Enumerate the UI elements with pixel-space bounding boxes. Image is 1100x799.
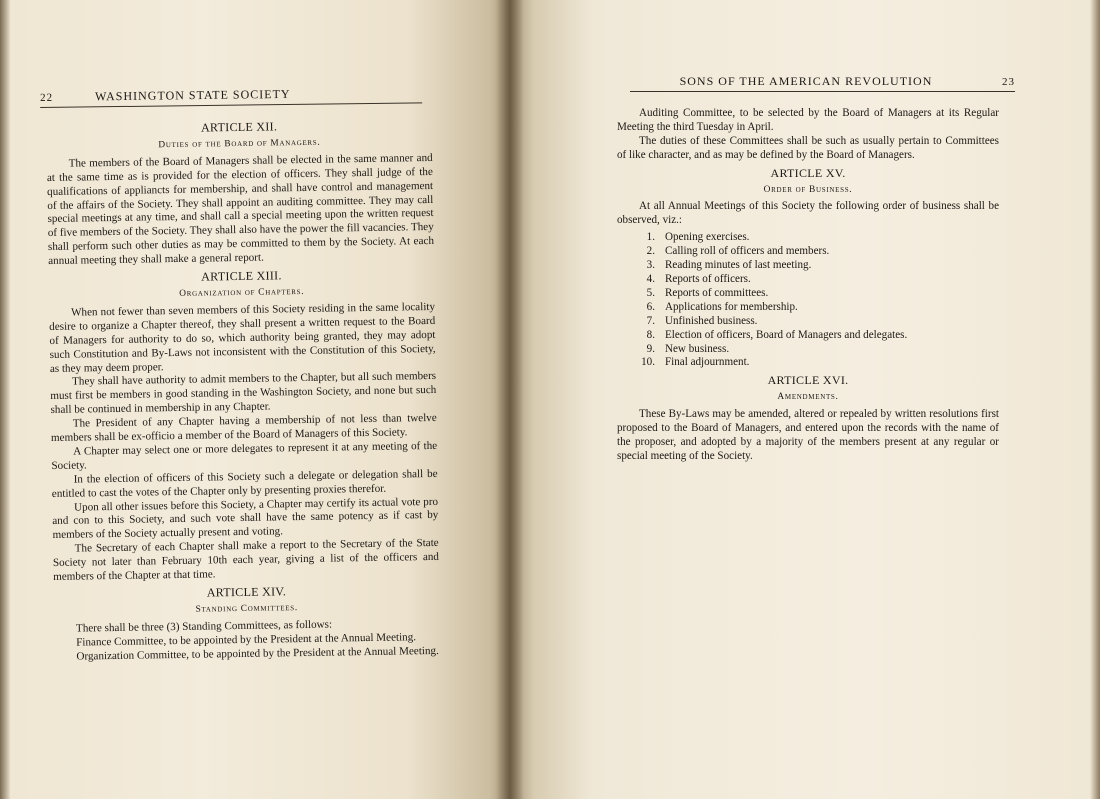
list-item	[617, 329, 999, 343]
article-13-paragraph: The President of any Chapter having a membership of not less than twelve members shall be ex-officio a member of the Board of Managers of this Society.	[50, 412, 437, 444]
list-item-number: 9.	[646, 342, 655, 355]
article-14-subheading: Standing Committees.	[195, 603, 298, 615]
article-15-intro: At all Annual Meetings of this Society the following order of business shall be observed, viz.:	[617, 200, 999, 227]
article-13-paragraph: In the election of officers of this Society such a delegate or delegation shall be entitled to cast the votes of the Chapter only by presenting proxies therefor.	[51, 467, 438, 500]
book-gutter-shadow	[496, 0, 524, 799]
list-item-text: New business.	[665, 342, 730, 355]
page-edge-left	[0, 0, 10, 799]
article-14-heading: ARTICLE XIV.	[206, 584, 287, 600]
article-14-paragraph: There shall be three (3) Standing Committees, as follows:	[75, 618, 333, 635]
list-item-number: 2.	[646, 245, 655, 258]
article-13-paragraph: They shall have authority to admit members to the Chapter, but all such members must first be members in good standing in the Washington Society, and none but such shall be continued in membership in any Chapter.	[50, 370, 437, 417]
article-13-paragraph: The Secretary of each Chapter shall make a report to the Secretary of the State Society not later than February 10th each year, giving a list of the officers and members of the Chapter at that time.	[52, 537, 440, 584]
article-15-heading: ARTICLE XV.	[770, 165, 846, 180]
list-item-text: Calling roll of officers and members.	[665, 245, 830, 258]
list-item-text: Opening exercises.	[665, 231, 750, 244]
list-item-text: Reports of committees.	[665, 286, 769, 299]
article-14-paragraph: Finance Committee, to be appointed by the President at the Annual Meeting.	[76, 630, 417, 649]
list-item	[617, 259, 999, 273]
article-14-paragraph: Organization Committee, to be appointed by the President at the Annual Meeting.	[76, 644, 439, 663]
page-edge-right	[1090, 0, 1100, 799]
list-item-number: 1.	[646, 231, 655, 244]
list-item	[617, 273, 999, 287]
continuation-paragraph: The duties of these Committees shall be such as usually pertain to Committees of like character, and as may be defined by the Board of Managers.	[617, 134, 999, 161]
list-item	[617, 287, 999, 301]
left-page-number: 22	[40, 91, 54, 104]
continuation-paragraph: Auditing Committee, to be selected by the Board of Managers at its Regular Meeting the third Tuesday in April.	[617, 107, 999, 133]
list-item-text: Election of officers, Board of Managers and delegates.	[665, 328, 908, 341]
list-item	[617, 245, 999, 259]
article-13-subheading: Organization of Chapters.	[179, 286, 305, 299]
article-12-heading: ARTICLE XII.	[200, 119, 278, 135]
list-item-number: 3.	[646, 259, 655, 272]
article-16-paragraph: These By-Laws may be amended, altered or repealed by written resolutions first proposed to the Board of Managers, and entered upon the records with the name of the proposer, and adopted by a majority of the members present at any regular or special meeting of the Society.	[617, 408, 999, 462]
article-12-subheading: Duties of the Board of Managers.	[158, 137, 321, 151]
article-12-paragraph: The members of the Board of Managers shall be elected in the same manner and at the same time as is provided for the election of officers. They shall judge of the qualifications of appliancts for membership, and shall have control and management of the affairs of the Society. They shall appoint an auditing committee. They may call special meetings at any time, and shall call a special meeting upon the written request of five members of the Society. They shall also have the power the fill vacancies. They shall perform such other duties as may be committed to them by the Society. At each annual meeting they shall make a general report.	[46, 151, 435, 268]
left-page	[0, 0, 510, 799]
right-page-number: 23	[1002, 76, 1015, 88]
left-text-block	[46, 114, 441, 665]
left-running-head	[40, 85, 422, 108]
article-13-heading: ARTICLE XIII.	[201, 268, 282, 284]
right-page	[510, 0, 1100, 799]
list-item-text: Unfinished business.	[665, 314, 758, 327]
list-item	[617, 315, 999, 329]
list-item-text: Reports of officers.	[665, 272, 751, 285]
order-of-business-list	[617, 231, 999, 370]
list-item-number: 8.	[646, 328, 655, 341]
right-running-head	[630, 74, 1015, 92]
article-16-heading: ARTICLE XVI.	[767, 373, 849, 388]
list-item-number: 4.	[646, 272, 655, 285]
list-item	[617, 301, 999, 315]
list-item-number: 7.	[646, 314, 655, 327]
article-13-paragraph: When not fewer than seven members of this Society residing in the same locality desire to organize a Chapter thereof, they shall present a written request to the Board of Managers for authority to do so, which authority being granted, they may adopt such Constitution and By-Laws not inconsistent with the Constitution of this Society, as they may deem proper.	[49, 300, 436, 375]
article-15-subheading: Order of Business.	[763, 184, 853, 195]
article-13-paragraph: Upon all other issues before this Society, a Chapter may certify its actual vote pro and con to this Society, and such vote shall have the same potency as if cast by members of the Society actually present and voting.	[52, 495, 439, 542]
list-item-number: 10.	[641, 356, 655, 369]
right-running-head-title: SONS OF THE AMERICAN REVOLUTION	[679, 74, 933, 88]
article-16-subheading: Amendments.	[777, 392, 839, 403]
list-item-number: 5.	[646, 286, 655, 299]
list-item	[617, 231, 999, 245]
list-item	[617, 343, 999, 357]
article-13-paragraph: A Chapter may select one or more delegates to represent it at any meeting of the Society.	[51, 439, 438, 472]
list-item-text: Final adjournment.	[665, 356, 750, 369]
list-item-text: Reading minutes of last meeting.	[665, 259, 812, 272]
list-item-number: 6.	[646, 300, 655, 313]
list-item-text: Applications for membership.	[665, 300, 798, 313]
left-running-head-title: WASHINGTON STATE SOCIETY	[94, 86, 291, 104]
list-item	[617, 356, 999, 370]
right-text-block	[617, 107, 999, 464]
